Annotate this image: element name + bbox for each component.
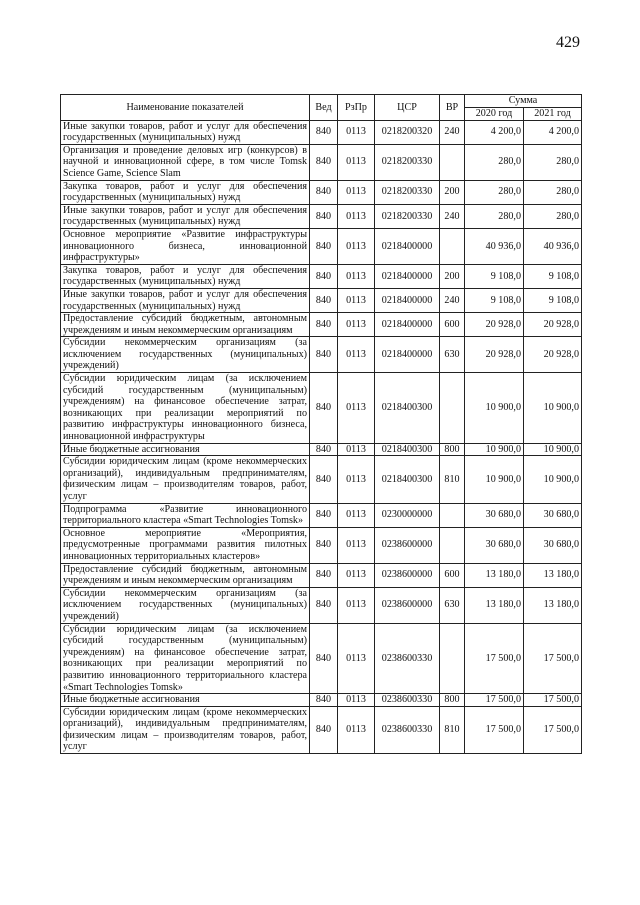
row-ved: 840 bbox=[310, 144, 338, 180]
row-csr: 0238600330 bbox=[375, 694, 440, 707]
row-sum-2020: 10 900,0 bbox=[465, 443, 524, 456]
row-rzpr: 0113 bbox=[338, 527, 375, 563]
row-ved: 840 bbox=[310, 180, 338, 204]
table-row bbox=[61, 587, 582, 623]
row-sum-2021: 10 900,0 bbox=[524, 443, 582, 456]
row-name: Иные закупки товаров, работ и услуг для обеспечения государственных (муниципальных) нужд bbox=[61, 288, 310, 312]
table-row bbox=[61, 228, 582, 264]
row-name: Иные бюджетные ассигнования bbox=[61, 443, 310, 456]
row-csr: 0218200320 bbox=[375, 120, 440, 144]
row-vr: 630 bbox=[440, 587, 465, 623]
row-sum-2020: 17 500,0 bbox=[465, 706, 524, 753]
budget-table bbox=[60, 94, 582, 754]
row-name: Закупка товаров, работ и услуг для обеспечения государственных (муниципальных) нужд bbox=[61, 180, 310, 204]
row-sum-2020: 13 180,0 bbox=[465, 563, 524, 587]
row-sum-2020: 17 500,0 bbox=[465, 623, 524, 694]
table-row bbox=[61, 706, 582, 753]
row-vr: 800 bbox=[440, 443, 465, 456]
table-row bbox=[61, 527, 582, 563]
row-ved: 840 bbox=[310, 264, 338, 288]
row-csr: 0218400300 bbox=[375, 456, 440, 503]
row-name: Субсидии некоммерческим организациям (за исключением государственных (муниципальных) учреждений) bbox=[61, 337, 310, 373]
header-csr: ЦСР bbox=[375, 95, 440, 121]
row-csr: 0230000000 bbox=[375, 503, 440, 527]
row-sum-2020: 4 200,0 bbox=[465, 120, 524, 144]
row-csr: 0218200330 bbox=[375, 180, 440, 204]
row-ved: 840 bbox=[310, 503, 338, 527]
row-vr bbox=[440, 144, 465, 180]
row-name: Иные закупки товаров, работ и услуг для обеспечения государственных (муниципальных) нужд bbox=[61, 204, 310, 228]
row-vr: 600 bbox=[440, 563, 465, 587]
row-sum-2021: 4 200,0 bbox=[524, 120, 582, 144]
row-ved: 840 bbox=[310, 706, 338, 753]
row-ved: 840 bbox=[310, 120, 338, 144]
row-name: Субсидии юридическим лицам (за исключением субсидий государственным (муниципальным) учреждениям) на финансовое обеспечение затрат, возникающих при реализации мероприятий по развитию инновационного территориального кластера «Smart Technologies Tomsk» bbox=[61, 623, 310, 694]
row-rzpr: 0113 bbox=[338, 228, 375, 264]
table-row bbox=[61, 120, 582, 144]
row-sum-2020: 9 108,0 bbox=[465, 288, 524, 312]
row-vr: 240 bbox=[440, 120, 465, 144]
row-sum-2020: 10 900,0 bbox=[465, 373, 524, 444]
row-ved: 840 bbox=[310, 313, 338, 337]
row-sum-2021: 280,0 bbox=[524, 180, 582, 204]
row-rzpr: 0113 bbox=[338, 694, 375, 707]
row-csr: 0218200330 bbox=[375, 204, 440, 228]
row-sum-2021: 9 108,0 bbox=[524, 288, 582, 312]
table-row bbox=[61, 288, 582, 312]
row-name: Субсидии юридическим лицам (кроме некоммерческих организаций), индивидуальным предпринимателям, физическим лицам – производителям товаров, работ, услуг bbox=[61, 706, 310, 753]
header-rzpr: РзПр bbox=[338, 95, 375, 121]
row-sum-2020: 280,0 bbox=[465, 204, 524, 228]
row-ved: 840 bbox=[310, 443, 338, 456]
row-ved: 840 bbox=[310, 694, 338, 707]
row-vr: 810 bbox=[440, 706, 465, 753]
row-sum-2021: 20 928,0 bbox=[524, 313, 582, 337]
table-row bbox=[61, 144, 582, 180]
row-csr: 0218400300 bbox=[375, 373, 440, 444]
row-sum-2020: 17 500,0 bbox=[465, 694, 524, 707]
table-row bbox=[61, 264, 582, 288]
row-csr: 0238600000 bbox=[375, 527, 440, 563]
row-sum-2020: 10 900,0 bbox=[465, 456, 524, 503]
table-row bbox=[61, 373, 582, 444]
row-csr: 0238600330 bbox=[375, 706, 440, 753]
row-vr bbox=[440, 228, 465, 264]
row-sum-2020: 9 108,0 bbox=[465, 264, 524, 288]
row-name: Подпрограмма «Развитие инновационного территориального кластера «Smart Technologies Tomsk» bbox=[61, 503, 310, 527]
row-sum-2021: 17 500,0 bbox=[524, 694, 582, 707]
row-vr bbox=[440, 373, 465, 444]
row-rzpr: 0113 bbox=[338, 180, 375, 204]
header-year-2021: 2021 год bbox=[524, 108, 582, 121]
row-vr bbox=[440, 527, 465, 563]
page-number: 429 bbox=[556, 34, 580, 51]
table-row bbox=[61, 694, 582, 707]
header-name: Наименование показателей bbox=[61, 95, 310, 121]
row-sum-2020: 13 180,0 bbox=[465, 587, 524, 623]
row-sum-2020: 20 928,0 bbox=[465, 337, 524, 373]
header-sum: Сумма bbox=[465, 95, 582, 108]
row-ved: 840 bbox=[310, 527, 338, 563]
row-vr bbox=[440, 503, 465, 527]
row-vr: 240 bbox=[440, 288, 465, 312]
row-rzpr: 0113 bbox=[338, 313, 375, 337]
row-sum-2021: 30 680,0 bbox=[524, 503, 582, 527]
row-rzpr: 0113 bbox=[338, 503, 375, 527]
row-sum-2020: 30 680,0 bbox=[465, 503, 524, 527]
row-rzpr: 0113 bbox=[338, 587, 375, 623]
table-row bbox=[61, 563, 582, 587]
row-vr bbox=[440, 623, 465, 694]
row-sum-2021: 17 500,0 bbox=[524, 706, 582, 753]
row-sum-2020: 20 928,0 bbox=[465, 313, 524, 337]
table-row bbox=[61, 623, 582, 694]
row-name: Субсидии юридическим лицам (за исключением субсидий государственным (муниципальным) учреждениям) на финансовое обеспечение затрат, возникающих при реализации мероприятий по развитию инфраструктуры инновационного бизнеса, инновационной инфраструктуры bbox=[61, 373, 310, 444]
row-name: Предоставление субсидий бюджетным, автономным учреждениям и иным некоммерческим организациям bbox=[61, 563, 310, 587]
row-csr: 0218400000 bbox=[375, 264, 440, 288]
table-row bbox=[61, 337, 582, 373]
row-rzpr: 0113 bbox=[338, 563, 375, 587]
row-rzpr: 0113 bbox=[338, 144, 375, 180]
row-sum-2021: 13 180,0 bbox=[524, 587, 582, 623]
row-ved: 840 bbox=[310, 373, 338, 444]
row-ved: 840 bbox=[310, 204, 338, 228]
row-rzpr: 0113 bbox=[338, 456, 375, 503]
row-sum-2021: 30 680,0 bbox=[524, 527, 582, 563]
row-vr: 200 bbox=[440, 180, 465, 204]
row-sum-2021: 40 936,0 bbox=[524, 228, 582, 264]
row-name: Организация и проведение деловых игр (конкурсов) в научной и инновационной сфере, в том числе Tomsk Science Game, Science Slam bbox=[61, 144, 310, 180]
header-year-2020: 2020 год bbox=[465, 108, 524, 121]
row-csr: 0218200330 bbox=[375, 144, 440, 180]
table-body bbox=[61, 120, 582, 753]
row-name: Иные бюджетные ассигнования bbox=[61, 694, 310, 707]
row-vr: 240 bbox=[440, 204, 465, 228]
row-sum-2021: 10 900,0 bbox=[524, 456, 582, 503]
header-vr: ВР bbox=[440, 95, 465, 121]
row-sum-2021: 13 180,0 bbox=[524, 563, 582, 587]
table-row bbox=[61, 443, 582, 456]
row-rzpr: 0113 bbox=[338, 337, 375, 373]
row-name: Субсидии некоммерческим организациям (за исключением государственных (муниципальных) учреждений) bbox=[61, 587, 310, 623]
row-vr: 200 bbox=[440, 264, 465, 288]
row-rzpr: 0113 bbox=[338, 706, 375, 753]
row-name: Субсидии юридическим лицам (кроме некоммерческих организаций), индивидуальным предпринимателям, физическим лицам – производителям товаров, работ, услуг bbox=[61, 456, 310, 503]
row-rzpr: 0113 bbox=[338, 264, 375, 288]
row-rzpr: 0113 bbox=[338, 623, 375, 694]
row-csr: 0218400000 bbox=[375, 288, 440, 312]
row-name: Иные закупки товаров, работ и услуг для обеспечения государственных (муниципальных) нужд bbox=[61, 120, 310, 144]
row-sum-2020: 280,0 bbox=[465, 144, 524, 180]
row-name: Основное мероприятие «Мероприятия, предусмотренные программами развития пилотных инновационных территориальных кластеров» bbox=[61, 527, 310, 563]
table-row bbox=[61, 503, 582, 527]
row-sum-2020: 40 936,0 bbox=[465, 228, 524, 264]
row-sum-2021: 280,0 bbox=[524, 144, 582, 180]
row-vr: 800 bbox=[440, 694, 465, 707]
row-ved: 840 bbox=[310, 623, 338, 694]
row-csr: 0218400000 bbox=[375, 313, 440, 337]
row-ved: 840 bbox=[310, 337, 338, 373]
row-rzpr: 0113 bbox=[338, 443, 375, 456]
row-name: Закупка товаров, работ и услуг для обеспечения государственных (муниципальных) нужд bbox=[61, 264, 310, 288]
row-sum-2021: 10 900,0 bbox=[524, 373, 582, 444]
row-sum-2021: 17 500,0 bbox=[524, 623, 582, 694]
row-vr: 810 bbox=[440, 456, 465, 503]
row-csr: 0238600330 bbox=[375, 623, 440, 694]
row-ved: 840 bbox=[310, 456, 338, 503]
row-sum-2021: 9 108,0 bbox=[524, 264, 582, 288]
row-ved: 840 bbox=[310, 288, 338, 312]
table-row bbox=[61, 180, 582, 204]
row-rzpr: 0113 bbox=[338, 204, 375, 228]
row-csr: 0238600000 bbox=[375, 563, 440, 587]
row-ved: 840 bbox=[310, 563, 338, 587]
row-name: Основное мероприятие «Развитие инфраструктуры инновационного бизнеса, инновационной инфраструктуры» bbox=[61, 228, 310, 264]
table-row bbox=[61, 313, 582, 337]
row-ved: 840 bbox=[310, 587, 338, 623]
row-vr: 630 bbox=[440, 337, 465, 373]
row-csr: 0238600000 bbox=[375, 587, 440, 623]
row-sum-2021: 20 928,0 bbox=[524, 337, 582, 373]
header-ved: Вед bbox=[310, 95, 338, 121]
row-rzpr: 0113 bbox=[338, 288, 375, 312]
table-row bbox=[61, 456, 582, 503]
row-sum-2020: 280,0 bbox=[465, 180, 524, 204]
row-csr: 0218400000 bbox=[375, 228, 440, 264]
row-sum-2020: 30 680,0 bbox=[465, 527, 524, 563]
row-rzpr: 0113 bbox=[338, 373, 375, 444]
table-row bbox=[61, 204, 582, 228]
row-sum-2021: 280,0 bbox=[524, 204, 582, 228]
row-csr: 0218400300 bbox=[375, 443, 440, 456]
row-ved: 840 bbox=[310, 228, 338, 264]
row-name: Предоставление субсидий бюджетным, автономным учреждениям и иным некоммерческим организациям bbox=[61, 313, 310, 337]
row-csr: 0218400000 bbox=[375, 337, 440, 373]
row-vr: 600 bbox=[440, 313, 465, 337]
row-rzpr: 0113 bbox=[338, 120, 375, 144]
